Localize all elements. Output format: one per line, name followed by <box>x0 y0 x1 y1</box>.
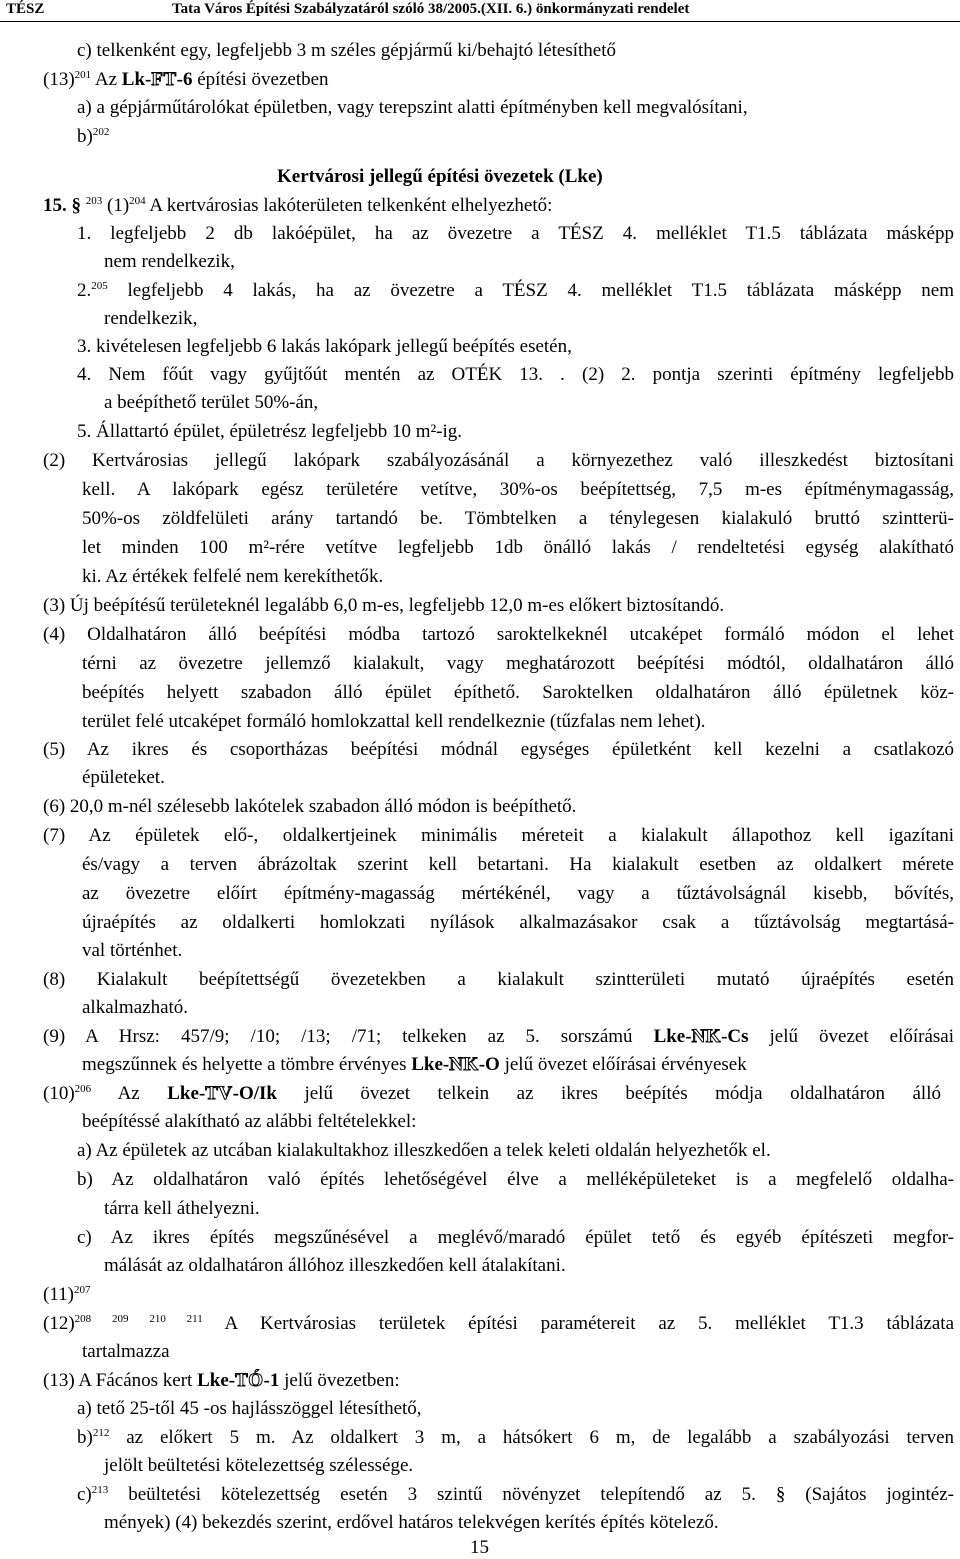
footnote-ref: 204 <box>129 195 146 207</box>
zone-code-highlight: TÓ <box>235 1370 264 1391</box>
zone-code-highlight: NK <box>449 1054 479 1075</box>
text-line: épületeket. <box>82 767 165 788</box>
text-line: rendelkezik, <box>104 308 198 329</box>
text-line: (3) Új beépítésű területeknél legalább 6,0 m-es, legfeljebb 12,0 m-es előkert biztosítandó. <box>43 595 725 616</box>
footnote-ref: 203 <box>85 195 103 207</box>
footnote-ref: 201 <box>74 69 92 81</box>
text-line: (5) Az ikres és csoportházas beépítési módnál egységes épületként kell kezelni a csatlakozó <box>43 739 954 760</box>
text-line: let minden 100 m²-rére vetítve legfeljebb 1db önálló lakás / rendeltetési egység alakítható <box>82 537 954 558</box>
text-line: a) a gépjárműtárolókat épületben, vagy terepszint alatti építményben kell megvalósítani, <box>77 97 748 118</box>
zone-code-highlight: FT <box>151 69 177 90</box>
text-line: 15. § $^{203}$ $(1)^{204}$ A kertvárosias lakóterületen telkenként elhelyezhető: <box>43 195 553 216</box>
text-line: málását az oldalhatáron állóhoz illeszkedően kell átalakítani. <box>104 1255 566 1276</box>
text-line: tartalmazza <box>82 1341 170 1362</box>
text-line: c) Az ikres építés megszűnésével a meglévő/maradó épület tető és egyéb építészeti megfor- <box>77 1227 954 1248</box>
text-line: 50%-os zöldfelületi arány tartandó be. Tömbtelken a ténylegesen kialakuló bruttó szintterü- <box>82 508 954 529</box>
text-line: a) Az épületek az utcában kialakultakhoz illeszkedően a telek keleti oldalán helyezhetők el. <box>77 1140 771 1161</box>
text-line: $(13)^{201}$ Az Lk-FT-6 építési övezetben <box>43 69 329 90</box>
text-line: a beépíthető terület 50%-án, <box>104 392 319 413</box>
text-line: (8) Kialakult beépítettségű övezetekben a kialakult szintterületi mutató újraépítés esetén <box>43 969 954 990</box>
text-line: 1. legfeljebb 2 db lakóépület, ha az övezetre a TÉSZ 4. melléklet T1.5 táblázata másképp <box>77 223 954 244</box>
text-line: 2.$^{205}$ legfeljebb 4 lakás, ha az övezetre a TÉSZ 4. melléklet T1.5 táblázata másképp nem <box>77 280 954 301</box>
text-line: 5. Állattartó épület, épületrész legfeljebb 10 m²-ig. <box>77 421 463 442</box>
text-line: tárra kell áthelyezni. <box>104 1198 260 1219</box>
text-line: megszűnnek és helyette a tömbre érvényes Lke-NK-O jelű övezet előírásai érvényesek <box>82 1054 747 1075</box>
text-line: val történhet. <box>82 940 183 961</box>
zone-code-highlight: TV <box>205 1083 233 1104</box>
text-line: (6) 20,0 m-nél szélesebb lakótelek szabadon álló módon is beépíthető. <box>43 796 577 817</box>
text-line: és/vagy a terven ábrázoltak szerint kell betartani. Ha kialakult esetben az oldalkert mérete <box>82 854 954 875</box>
text-line: c) telkenként egy, legfeljebb 3 m széles gépjármű ki/behajtó létesíthető <box>77 40 617 61</box>
text-line: térni az övezetre jellemző kialakult, vagy meghatározott beépítési módtól, oldalhatáron álló <box>82 653 954 674</box>
text-line: b)$^{212}$ az előkert 5 m. Az oldalkert 3 m, a hátsókert 6 m, de legalább a szabályozási terven <box>77 1427 954 1448</box>
text-line: (4) Oldalhatáron álló beépítési módba tartozó saroktelkeknél utcaképet formáló módon el lehet <box>43 624 954 645</box>
text-line: 4. Nem főút vagy gyűjtőút mentén az OTÉK 13. . (2) 2. pontja szerinti építmény legfeljebb <box>77 364 954 385</box>
text-line: újraépítés az oldalkerti homlokzati nyílások alkalmazásakor csak a tűztávolság megtartásá- <box>82 912 954 933</box>
text-line: ki. Az értékek felfelé nem kerekíthetők. <box>82 566 384 587</box>
text-line: (7) Az épületek elő-, oldalkertjeinek minimális méreteit a kialakult állapothoz kell igazítani <box>43 825 954 846</box>
footnote-ref: 206 <box>74 1083 92 1095</box>
text-line: jelölt beültetési kötelezettség szélessége. <box>104 1455 414 1476</box>
text-line: beépítéssé alakítható az alábbi feltételekkel: <box>82 1111 417 1132</box>
text-line: c)$^{213}$ beültetési kötelezettség esetén 3 szintű növényzet telepítendő az 5. § (Sajátos jogintéz- <box>77 1484 954 1505</box>
text-line: mények) (4) bekezdés szerint, erdővel határos telekvégen kerítés építés kötelező. <box>104 1512 719 1533</box>
text-line: (2) Kertvárosias jellegű lakópark szabályozásánál a környezethez való illeszkedést biztosítani <box>43 450 954 471</box>
text-line: $(10)^{206}$ Az Lke-TV-O/Ik jelű övezet telkein az ikres beépítés módja oldalhatáron álló <box>43 1083 941 1104</box>
footnote-ref: 213 <box>91 1484 109 1496</box>
page-header <box>0 0 960 22</box>
text-line: terület felé utcaképet formáló homlokzattal kell rendelkeznie (tűzfalas nem lehet). <box>82 711 706 732</box>
page-number: 15 <box>470 1537 489 1558</box>
footnote-ref: 212 <box>92 1427 110 1439</box>
header-doc-title: Tata Város Építési Szabályzatáról szóló 38/2005.(XII. 6.) önkormányzati rendelet <box>172 1 690 17</box>
text-line: 3. kivételesen legfeljebb 6 lakás lakópark jellegű beépítés esetén, <box>77 336 572 357</box>
text-line: (13) A Fácános kert Lke-TÓ-1 jelű övezetben: <box>43 1370 400 1391</box>
text-line: beépítés helyett szabadon álló épület építhető. Saroktelken oldalhatáron álló épületnek köz- <box>82 682 954 703</box>
text-line: alkalmazható. <box>82 997 189 1018</box>
section-title: Kertvárosi jellegű építési övezetek (Lke) <box>277 166 603 187</box>
footnote-ref: 202 <box>92 126 110 138</box>
text-line: nem rendelkezik, <box>104 251 235 272</box>
text-line: b) Az oldalhatáron való építés lehetőségével élve a melléképületeket is a megfelelő oldalha- <box>77 1169 954 1190</box>
footnote-ref: 207 <box>73 1284 91 1296</box>
text-line: $(12)^{208 209 210 211}$ A Kertvárosias területek építési paramétereit az 5. melléklet T1.3 táblázata <box>43 1313 955 1334</box>
footnote-ref: 208 209 210 211 <box>74 1313 203 1325</box>
text-line: $(11)^{207}$ <box>43 1284 91 1305</box>
text-line: b)$^{202}$ <box>77 126 110 147</box>
text-line: (9) A Hrsz: 457/9; /10; /13; /71; telkeken az 5. sorszámú Lke-NK-Cs jelű övezet előírásai <box>43 1026 954 1047</box>
header-doc-code: TÉSZ <box>6 1 45 17</box>
text-line: kell. A lakópark egész területére vetítve, 30%-os beépítettség, 7,5 m-es építménymagasság, <box>82 479 954 500</box>
text-line: a) tető 25-től 45 -os hajlásszöggel létesíthető, <box>77 1398 422 1419</box>
text-line: az övezetre előírt építmény-magasság mértékénél, vagy a tűztávolságnál kisebb, bővítés, <box>82 883 954 904</box>
footnote-ref: 205 <box>91 280 108 292</box>
zone-code-highlight: NK <box>691 1026 722 1047</box>
